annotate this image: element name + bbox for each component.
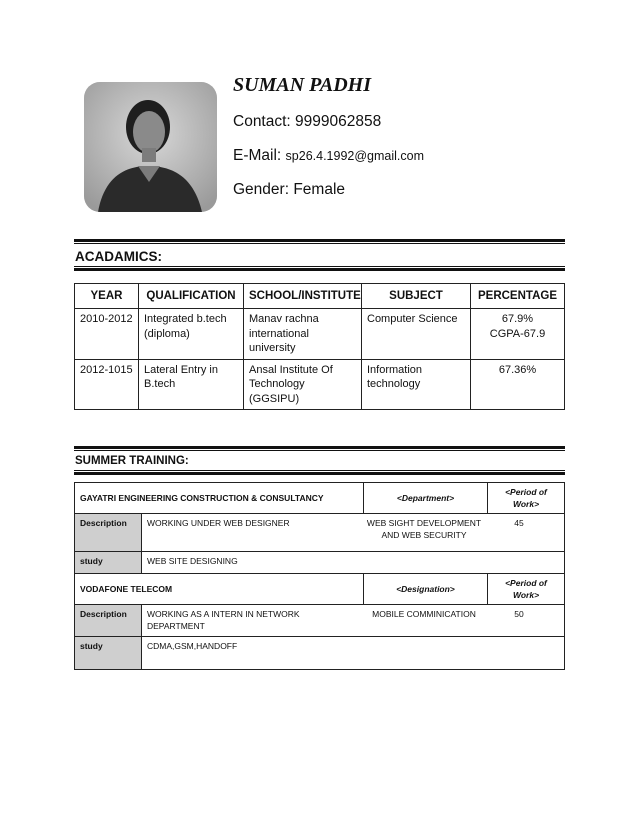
- description-text: WORKING UNDER WEB DESIGNER: [147, 518, 290, 528]
- column-header: PERCENTAGE: [471, 284, 565, 309]
- percentage-value: 67.9%: [501, 313, 534, 325]
- contact-line: [233, 113, 381, 131]
- description-cell: [142, 605, 565, 637]
- table-row: [75, 359, 565, 410]
- gender-line: [233, 181, 345, 199]
- description-label: Description: [75, 514, 142, 552]
- description-label: Description: [75, 605, 142, 637]
- description-cell: [142, 514, 565, 552]
- column-header: QUALIFICATION: [139, 284, 244, 309]
- qualification-cell: Integrated b.tech (diploma): [139, 309, 244, 360]
- table-row: [75, 574, 565, 605]
- designation-header: <Designation>: [364, 574, 488, 605]
- company-name: GAYATRI ENGINEERING CONSTRUCTION & CONSULTANCY: [75, 483, 364, 514]
- academics-table: [74, 283, 565, 410]
- section-rule-thin: [74, 450, 565, 451]
- cgpa-value: CGPA-67.9: [489, 327, 546, 340]
- section-rule-top: [74, 239, 565, 242]
- subject-cell: Computer Science: [362, 309, 471, 360]
- section-rule-top: [74, 446, 565, 449]
- study-label: study: [75, 552, 142, 574]
- contact-value: 9999062858: [295, 113, 382, 130]
- subject-cell: Information technology: [362, 359, 471, 410]
- gender-value: Female: [293, 181, 346, 198]
- study-text: WEB SITE DESIGNING: [142, 552, 565, 574]
- period-value: 45: [514, 518, 524, 528]
- percentage-cell: [471, 309, 565, 360]
- table-row: [75, 552, 565, 574]
- company-name: VODAFONE TELECOM: [75, 574, 364, 605]
- period-header: <Period of Work>: [488, 483, 565, 514]
- column-header: YEAR: [75, 284, 139, 309]
- profile-photo: [84, 82, 217, 212]
- email-line: E-Mail: sp26.4.1992@gmail.com: [233, 147, 425, 164]
- section-rule-bottom: [74, 472, 565, 475]
- table-row: [75, 637, 565, 670]
- table-row: [75, 483, 565, 514]
- candidate-name: SUMAN PADHI: [233, 74, 371, 96]
- training-table: [74, 482, 565, 670]
- period-header: <Period of Work>: [488, 574, 565, 605]
- period-value: 50: [514, 609, 524, 619]
- email-value: sp26.4.1992@gmail.com: [285, 149, 425, 163]
- contact-label: Contact:: [233, 113, 291, 130]
- year-cell: 2012-1015: [75, 359, 139, 410]
- percentage-cell: [471, 359, 565, 410]
- training-title: SUMMER TRAINING:: [75, 455, 189, 467]
- department-text: MOBILE COMMINICATION: [372, 609, 476, 619]
- section-rule-bottom: [74, 268, 565, 271]
- department-text: WEB SIGHT DEVELOPMENT AND WEB SECURITY: [366, 518, 482, 540]
- section-rule-thin: [74, 266, 565, 267]
- school-cell: Ansal Institute Of Technology (GGSIPU): [244, 359, 362, 410]
- column-header: SCHOOL/INSTITUTE: [244, 284, 362, 309]
- qualification-cell: Lateral Entry in B.tech: [139, 359, 244, 410]
- study-label: study: [75, 637, 142, 670]
- section-rule-thin: [74, 243, 565, 244]
- study-text: CDMA,GSM,HANDOFF: [142, 637, 565, 670]
- section-rule-thin: [74, 470, 565, 471]
- year-cell: 2010-2012: [75, 309, 139, 360]
- percentage-value: 67.36%: [498, 363, 537, 376]
- gender-label: Gender:: [233, 181, 290, 198]
- table-header-row: [75, 284, 565, 309]
- table-row: [75, 514, 565, 552]
- table-row: [75, 309, 565, 360]
- description-text: WORKING AS A INTERN IN NETWORK DEPARTMENT: [147, 609, 300, 631]
- person-photo-icon: [84, 82, 217, 212]
- email-label: E-Mail: [233, 147, 277, 164]
- department-header: <Department>: [364, 483, 488, 514]
- school-cell: Manav rachna international university: [244, 309, 362, 360]
- academics-title: ACADAMICS:: [75, 249, 162, 264]
- table-row: [75, 605, 565, 637]
- column-header: SUBJECT: [362, 284, 471, 309]
